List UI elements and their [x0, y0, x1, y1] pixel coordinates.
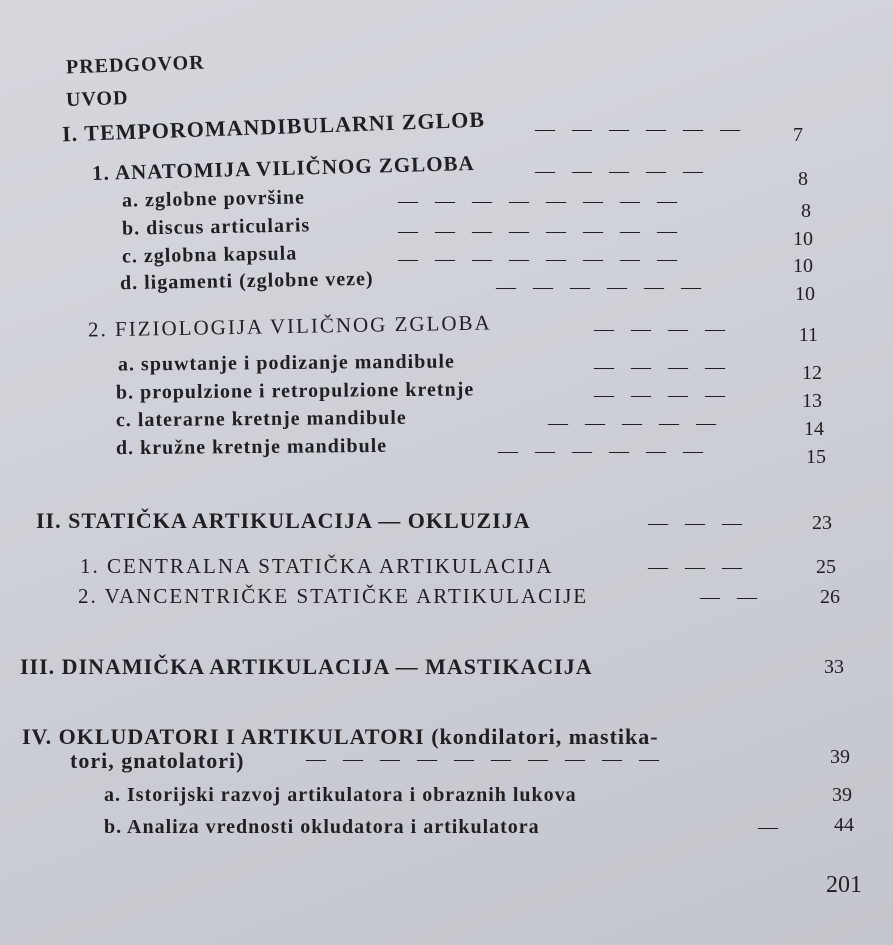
item-1-2-d: d. kružne kretnje mandibule [115, 434, 388, 460]
section-2-1-title: 1. CENTRALNA STATIČKA ARTIKULACIJA [80, 554, 554, 578]
chapter-2-title: II. STATIČKA ARTIKULACIJA — OKLUZIJA [36, 508, 531, 533]
item-1-1-a-page: 8 [801, 200, 811, 222]
chapter-3-title: III. DINAMIČKA ARTIKULACIJA — MASTIKACIJA [20, 654, 593, 679]
item-4-a: a. Istorijski razvoj artikulatora i obraznih lukova [104, 784, 577, 806]
chapter-4-title-line1: IV. OKLUDATORI I ARTIKULATORI (kondilatori, mastika- [22, 724, 659, 749]
leader-dashes: — — — [648, 556, 748, 578]
introduction-heading: UVOD [65, 86, 129, 112]
section-2-2-page: 26 [820, 586, 840, 608]
chapter-3-page: 33 [824, 656, 844, 678]
item-1-2-c: c. laterarne kretnje mandibule [115, 406, 407, 432]
chapter-4-page: 39 [830, 746, 850, 768]
item-1-1-c: c. zglobna kapsula [121, 242, 298, 268]
chapter-1-title: I. TEMPOROMANDIBULARNI ZGLOB [61, 106, 486, 147]
section-1-2-page: 11 [798, 324, 818, 346]
item-4-b-page: 44 [834, 814, 854, 836]
leader-dashes: — [758, 816, 784, 838]
section-1-1-page: 8 [798, 168, 808, 190]
chapter-1-page: 7 [793, 124, 803, 146]
leader-dashes: — — — [648, 512, 748, 534]
item-4-a-page: 39 [832, 784, 852, 806]
item-1-1-d: d. ligamenti (zglobne veze) [119, 267, 374, 295]
page-number: 201 [826, 872, 862, 898]
item-1-2-b-page: 13 [802, 390, 822, 412]
section-2-1-page: 25 [816, 556, 836, 578]
leader-dashes: — — [700, 586, 763, 608]
section-2-2-title: 2. VANCENTRIČKE STATIČKE ARTIKULACIJE [78, 584, 589, 608]
item-1-1-a: a. zglobne površine [121, 186, 306, 212]
leader-dashes: — — — — — — [496, 276, 707, 298]
leader-dashes: — — — — — — [535, 118, 746, 140]
item-1-2-a: a. spuwtanje i podizanje mandibule [117, 350, 455, 376]
leader-dashes: — — — — [594, 384, 731, 406]
item-1-2-a-page: 12 [802, 362, 822, 384]
item-1-2-b: b. propulzione i retropulzione kretnje [115, 378, 475, 404]
item-1-1-b-page: 10 [793, 228, 813, 250]
leader-dashes: — — — — — — — — — — [306, 748, 665, 770]
item-1-1-d-page: 10 [795, 283, 815, 305]
section-1-2-title: 2. FIZIOLOGIJA VILIČNOG ZGLOBA [87, 310, 492, 342]
leader-dashes: — — — — — — — — [398, 248, 683, 270]
leader-dashes: — — — — [594, 356, 731, 378]
leader-dashes: — — — — — — — — [398, 190, 683, 212]
section-1-1-title: 1. ANATOMIJA VILIČNOG ZGLOBA [91, 150, 475, 186]
leader-dashes: — — — — [594, 318, 731, 340]
leader-dashes: — — — — — — [498, 440, 709, 462]
leader-dashes: — — — — — [548, 412, 722, 434]
item-1-1-c-page: 10 [793, 255, 813, 277]
leader-dashes: — — — — — [535, 160, 709, 182]
item-1-1-b: b. discus articularis [121, 214, 311, 240]
chapter-4-title-line2: tori, gnatolatori) [70, 748, 245, 773]
item-4-b: b. Analiza vrednosti okludatora i artikulatora [104, 816, 540, 838]
item-1-2-c-page: 14 [804, 418, 824, 440]
item-1-2-d-page: 15 [806, 446, 826, 468]
leader-dashes: — — — — — — — — [398, 220, 683, 242]
chapter-2-page: 23 [812, 512, 832, 534]
preface-heading: PREDGOVOR [65, 51, 205, 79]
